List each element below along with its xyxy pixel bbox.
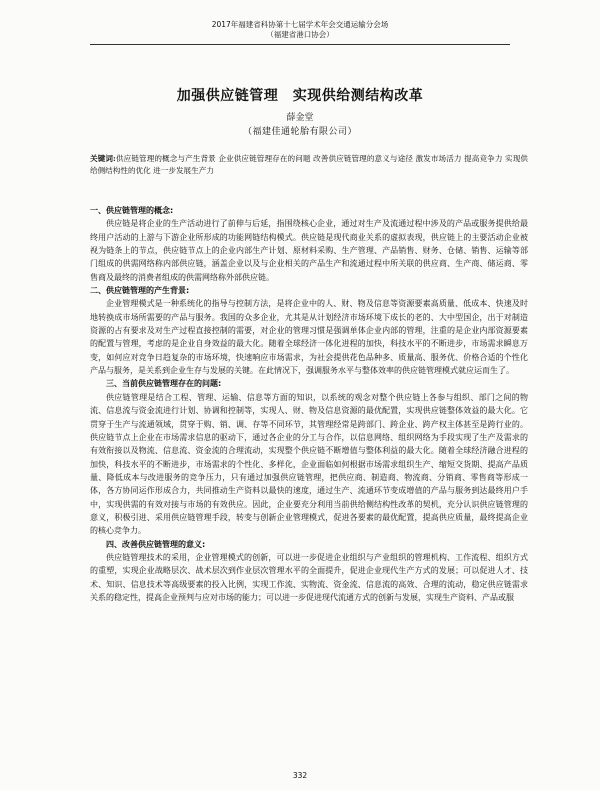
author-affiliation: （福建佳通轮胎有限公司） [242, 127, 357, 137]
header-line-2: （福建省港口协会） [266, 30, 334, 39]
header-line-1: 2017年福建省科协第十七届学术年会交通运输分会场 [211, 20, 389, 29]
page-number: 332 [292, 771, 308, 780]
keywords-label: 关键词: [90, 154, 116, 163]
paper-title: 加强供应链管理 实现供给测结构改革 [176, 88, 424, 104]
section-1-paragraph: 供应链是将企业的生产活动进行了前伸与后延，指围绕核心企业，通过对生产及流通过程中涉及的产品或服务提供给最终用户活动的上游与下游企业所形成的功能网链结构模式。供应链是现代商业关系的虚拟表现，供应链上的主要活动企业被视为链条上的节点，供应链节点上的企业内部生产计划、原材料采购、生产管理、产品销售、财务、仓储、销售、运输等部门组成的供需网络称内部供应链，涵盖企业以及与企业相关的产品生产和流通过程中所关联的供应商、生产商、储运商、零售商及最终的消费者组成的供需网络称外部供应链。 [90, 219, 528, 282]
body-text [90, 204, 528, 604]
section-2-heading: 二、供应链管理的产生背景: [90, 286, 190, 296]
keywords-text: 供应链管理的概念与产生背景 企业供应链管理存在的问题 改善供应链管理的意义与途径 激发市场活力 提高竞争力 实现供给侧结构性的优化 进一步发展生产力 [90, 154, 528, 175]
section-3-heading: 三、当前供应链管理存在的问题: [106, 379, 222, 389]
running-header [0, 20, 600, 40]
header-rule [90, 44, 510, 45]
section-4-paragraph: 供应链管理技术的采用，企业管理模式的创新，可以进一步促进企业组织与产业组织的管理机构、工作流程、组织方式的重塑，实现企业战略层次、战术层次到作业层次管理水平的全面提升，促进企业现代生产方式的发展；可以促进人才、技术、知识、信息技术等高级要素的投入比例，实现工作流、实物流、资金流、信息流的高效、合理的流动，稳定供应链需求关系的稳定性，提高企业预判与应对市场的能力；可以进一步促进现代流通方式的创新与发展，实现生产资料、产品或服 [90, 552, 528, 602]
author-name: 薛金堂 [286, 113, 314, 123]
keywords-block [90, 153, 528, 177]
section-4-heading: 四、改善供应链管理的意义: [106, 539, 206, 549]
section-3-paragraph: 供应链管理是结合工程、管理、运输、信息等方面的知识，以系统的观念对整个供应链上各参与组织、部门之间的物流、信息流与资金流进行计划、协调和控制等，实现人、财、物及信息资源的最优配置，实现供应链整体效益的最大化。它贯穿于生产与流通领域，贯穿于购、销、调、存等不同环节，其管理经常是跨部门、跨企业、跨产权主体甚至是跨行业的。供应链节点上企业在市场需求信息的驱动下，通过各企业的分工与合作，以信息网络、组织网络为手段实现了生产及需求的有效衔接以及物流、信息流、资金流的合理流动，实现整个供应链不断增值与整体利益的最大化。随着全球经济融合进程的加快，科技水平的不断进步，市场需求的个性化、多样化，企业面临如何根据市场需求组织生产、缩短交货期、提高产品质量、降低成本与改进服务的竞争压力，只有通过加强供应链管理，把供应商、制造商、物流商、分销商、零售商等形成一体，各方协同运作形成合力，共同推动生产资料以最快的速度，通过生产、流通环节变成增值的产品与服务到达最终用户手中，实现供需的有效对接与市场的有效供应。因此，企业要充分利用当前供给侧结构性改革的契机，充分认识供应链管理的意义，积极引进、采用供应链管理手段，转变与创新企业管理模式，促进各要素的最优配置，提高供应质量，最终提高企业的核心竞争力。 [90, 392, 528, 536]
section-2-paragraph: 企业管理模式是一种系统化的指导与控制方法，是将企业中的人、财、物及信息等资源要素高质量、低成本、快速及时地转换成市场所需要的产品与服务。我国的众多企业，尤其是从计划经济市场环境下成长的老的、大中型国企，出于对制造资源的占有要求及对生产过程直接控制的需要，对企业的管理习惯是强调单体企业内部的管理，注重的是企业内部资源要素的配置与管理，考虑的是企业自身效益的最大化。随着全球经济一体化进程的加快，科技水平的不断进步，市场需求瞬息万变，如何应对竞争日趋复杂的市场环境，快速响应市场需求，为社会提供花色品种多、质量高、服务优、价格合适的个性化产品与服务，是关系到企业生存与发展的关键。在此情况下，强调服务水平与整体效率的供应链管理模式就应运而生了。 [90, 299, 528, 376]
section-1-heading: 一、供应链管理的概念: [90, 206, 174, 215]
